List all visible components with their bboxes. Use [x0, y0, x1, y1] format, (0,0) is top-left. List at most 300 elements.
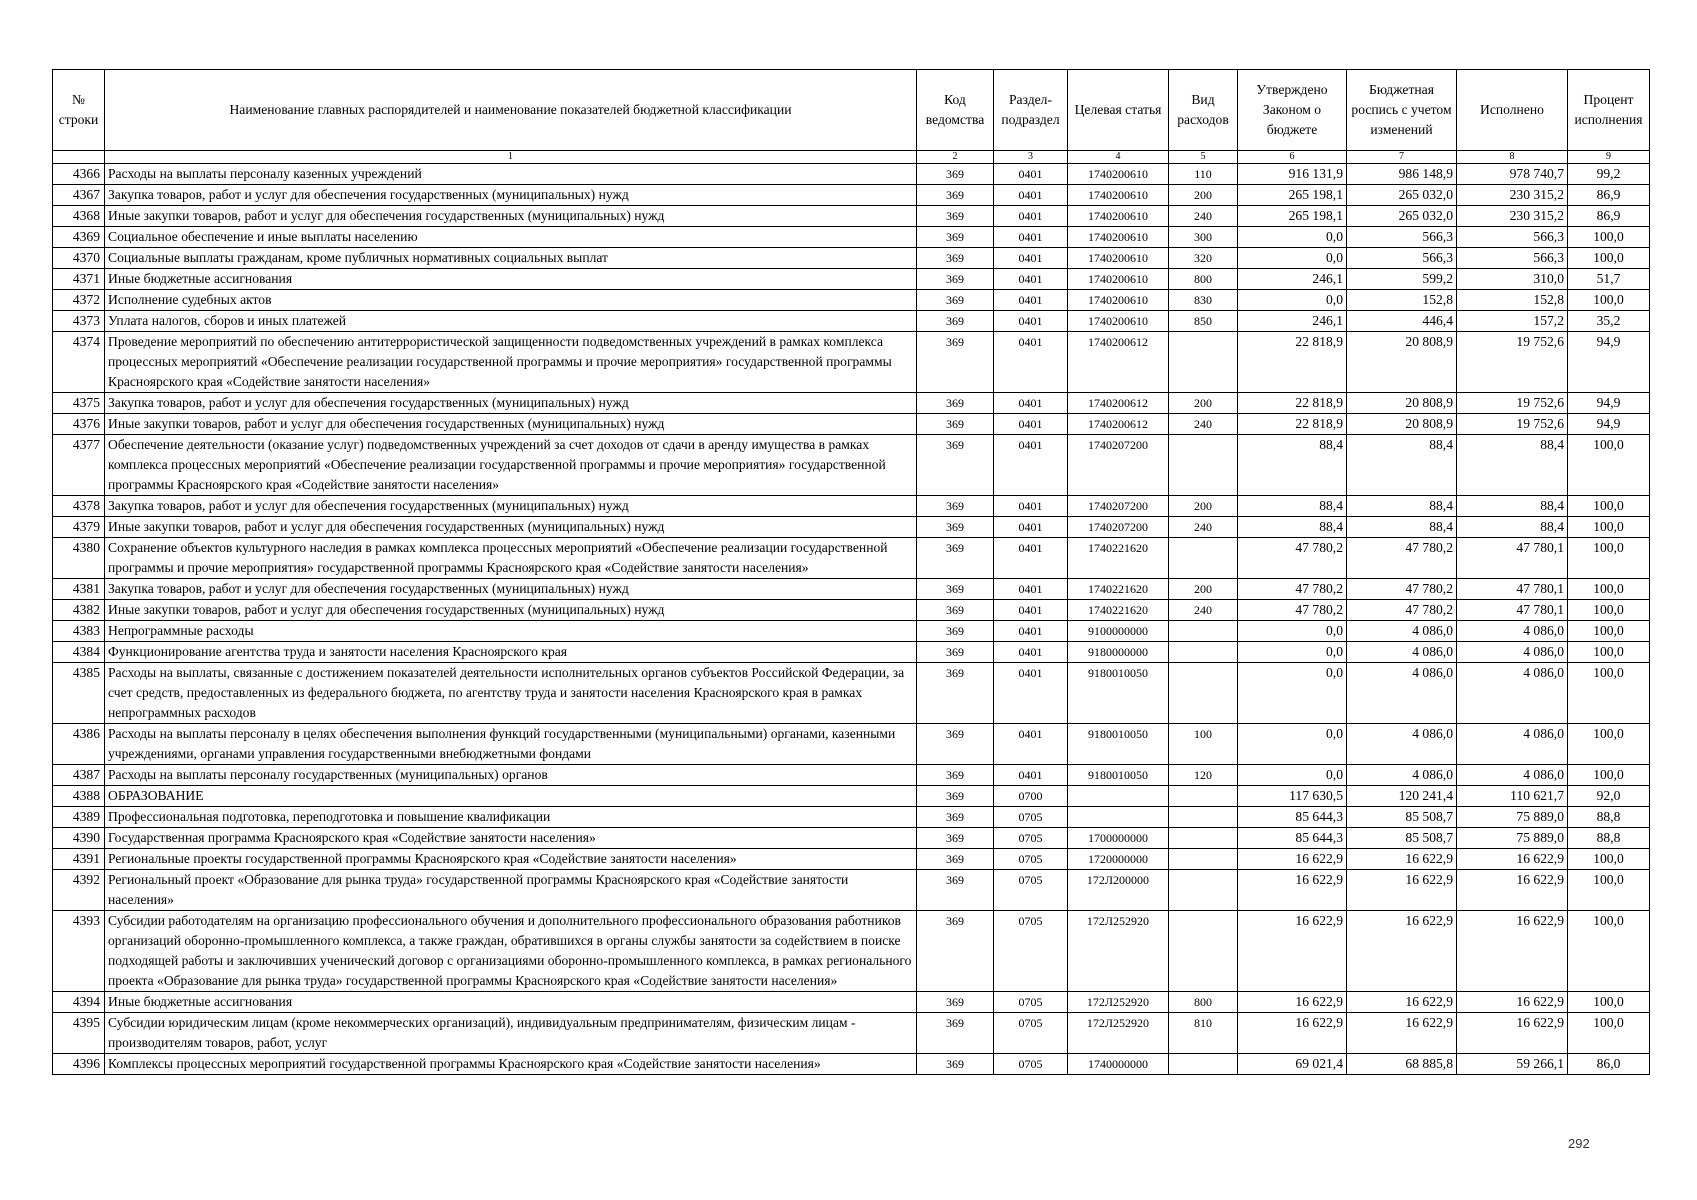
- cell-executed: 16 622,9: [1457, 1013, 1568, 1054]
- cell-item-name: Уплата налогов, сборов и иных платежей: [105, 311, 917, 332]
- cell-executed: 4 086,0: [1457, 765, 1568, 786]
- cell-department-code: 369: [917, 724, 994, 765]
- cell-target-article: 1740221620: [1068, 579, 1169, 600]
- cell-expense-type: 200: [1169, 185, 1238, 206]
- cell-section-code: 0401: [994, 227, 1068, 248]
- cell-row-number: 4392: [53, 870, 105, 911]
- cell-department-code: 369: [917, 870, 994, 911]
- cell-expense-type: 850: [1169, 311, 1238, 332]
- cell-approved-by-law: 916 131,9: [1238, 164, 1347, 185]
- cell-executed: 19 752,6: [1457, 393, 1568, 414]
- cell-item-name: Закупка товаров, работ и услуг для обеспечения государственных (муниципальных) нужд: [105, 579, 917, 600]
- cell-target-article: 1740200612: [1068, 414, 1169, 435]
- cell-department-code: 369: [917, 332, 994, 393]
- cell-executed: 566,3: [1457, 248, 1568, 269]
- cell-section-code: 0401: [994, 414, 1068, 435]
- cell-execution-percent: 100,0: [1568, 290, 1650, 311]
- cell-section-code: 0700: [994, 786, 1068, 807]
- cell-item-name: Иные бюджетные ассигнования: [105, 992, 917, 1013]
- cell-target-article: 172Л252920: [1068, 992, 1169, 1013]
- cell-approved-by-law: 22 818,9: [1238, 414, 1347, 435]
- cell-section-code: 0705: [994, 807, 1068, 828]
- cell-row-number: 4378: [53, 496, 105, 517]
- cell-approved-by-law: 0,0: [1238, 663, 1347, 724]
- table-row: [53, 538, 1650, 579]
- cell-expense-type: [1169, 332, 1238, 393]
- cell-department-code: 369: [917, 435, 994, 496]
- column-number-section-code: 3: [994, 151, 1068, 164]
- cell-target-article: 1700000000: [1068, 828, 1169, 849]
- column-number-expense-type: 5: [1169, 151, 1238, 164]
- cell-row-number: 4380: [53, 538, 105, 579]
- cell-row-number: 4393: [53, 911, 105, 992]
- cell-expense-type: [1169, 538, 1238, 579]
- cell-approved-by-law: 47 780,2: [1238, 538, 1347, 579]
- cell-executed: 310,0: [1457, 269, 1568, 290]
- cell-budget-schedule: 47 780,2: [1347, 600, 1457, 621]
- cell-budget-schedule: 88,4: [1347, 496, 1457, 517]
- cell-executed: 4 086,0: [1457, 621, 1568, 642]
- cell-section-code: 0705: [994, 1013, 1068, 1054]
- cell-execution-percent: 100,0: [1568, 1013, 1650, 1054]
- cell-budget-schedule: 20 808,9: [1347, 393, 1457, 414]
- cell-executed: 75 889,0: [1457, 828, 1568, 849]
- cell-approved-by-law: 16 622,9: [1238, 1013, 1347, 1054]
- cell-section-code: 0401: [994, 724, 1068, 765]
- cell-approved-by-law: 85 644,3: [1238, 828, 1347, 849]
- column-number-item-name: 1: [105, 151, 917, 164]
- cell-item-name: Закупка товаров, работ и услуг для обеспечения государственных (муниципальных) нужд: [105, 185, 917, 206]
- cell-execution-percent: 86,9: [1568, 185, 1650, 206]
- cell-row-number: 4366: [53, 164, 105, 185]
- cell-department-code: 369: [917, 600, 994, 621]
- cell-department-code: 369: [917, 621, 994, 642]
- cell-target-article: 9180010050: [1068, 765, 1169, 786]
- cell-row-number: 4388: [53, 786, 105, 807]
- cell-execution-percent: 100,0: [1568, 227, 1650, 248]
- cell-target-article: 1740221620: [1068, 600, 1169, 621]
- cell-budget-schedule: 88,4: [1347, 517, 1457, 538]
- header-budget-schedule: Бюджетная роспись с учетом изменений: [1347, 70, 1457, 151]
- cell-expense-type: 830: [1169, 290, 1238, 311]
- cell-approved-by-law: 88,4: [1238, 496, 1347, 517]
- cell-executed: 16 622,9: [1457, 870, 1568, 911]
- cell-executed: 16 622,9: [1457, 849, 1568, 870]
- cell-item-name: Сохранение объектов культурного наследия в рамках комплекса процессных мероприятий «Обеспечение реализации государственной программы и прочие мероприятия» государственной программы Красноярского края «Содействие занятости населения»: [105, 538, 917, 579]
- cell-execution-percent: 100,0: [1568, 642, 1650, 663]
- header-expense-type: Вид расходов: [1169, 70, 1238, 151]
- cell-department-code: 369: [917, 992, 994, 1013]
- table-row: [53, 290, 1650, 311]
- cell-department-code: 369: [917, 269, 994, 290]
- cell-execution-percent: 100,0: [1568, 538, 1650, 579]
- cell-target-article: 1720000000: [1068, 849, 1169, 870]
- cell-row-number: 4377: [53, 435, 105, 496]
- cell-execution-percent: 100,0: [1568, 911, 1650, 992]
- cell-item-name: Субсидии юридическим лицам (кроме некоммерческих организаций), индивидуальным предпринимателям, физическим лицам - производителям товаров, работ, услуг: [105, 1013, 917, 1054]
- cell-target-article: 1740207200: [1068, 496, 1169, 517]
- cell-department-code: 369: [917, 663, 994, 724]
- cell-department-code: 369: [917, 1013, 994, 1054]
- cell-item-name: Социальное обеспечение и иные выплаты населению: [105, 227, 917, 248]
- table-row: [53, 621, 1650, 642]
- cell-expense-type: 110: [1169, 164, 1238, 185]
- cell-execution-percent: 94,9: [1568, 414, 1650, 435]
- cell-section-code: 0401: [994, 517, 1068, 538]
- cell-row-number: 4386: [53, 724, 105, 765]
- cell-budget-schedule: 16 622,9: [1347, 992, 1457, 1013]
- cell-executed: 16 622,9: [1457, 992, 1568, 1013]
- table-row: [53, 663, 1650, 724]
- cell-approved-by-law: 16 622,9: [1238, 849, 1347, 870]
- header-row-number: № строки: [53, 70, 105, 151]
- cell-execution-percent: 100,0: [1568, 579, 1650, 600]
- table-body: [53, 164, 1650, 1075]
- cell-approved-by-law: 85 644,3: [1238, 807, 1347, 828]
- cell-row-number: 4387: [53, 765, 105, 786]
- cell-budget-schedule: 4 086,0: [1347, 663, 1457, 724]
- cell-budget-schedule: 152,8: [1347, 290, 1457, 311]
- cell-target-article: 1740200610: [1068, 227, 1169, 248]
- cell-department-code: 369: [917, 206, 994, 227]
- cell-row-number: 4379: [53, 517, 105, 538]
- page-number: 292: [1568, 1136, 1590, 1151]
- cell-section-code: 0401: [994, 311, 1068, 332]
- cell-row-number: 4369: [53, 227, 105, 248]
- cell-section-code: 0401: [994, 393, 1068, 414]
- cell-target-article: 9180010050: [1068, 663, 1169, 724]
- cell-row-number: 4376: [53, 414, 105, 435]
- cell-budget-schedule: 16 622,9: [1347, 870, 1457, 911]
- cell-expense-type: [1169, 807, 1238, 828]
- cell-item-name: Региональные проекты государственной программы Красноярского края «Содействие занятости населения»: [105, 849, 917, 870]
- cell-row-number: 4391: [53, 849, 105, 870]
- cell-target-article: 1740207200: [1068, 435, 1169, 496]
- table-row: [53, 311, 1650, 332]
- cell-row-number: 4384: [53, 642, 105, 663]
- table-row: [53, 765, 1650, 786]
- cell-budget-schedule: 566,3: [1347, 248, 1457, 269]
- cell-execution-percent: 99,2: [1568, 164, 1650, 185]
- cell-execution-percent: 100,0: [1568, 992, 1650, 1013]
- header-approved-by-law: Утверждено Законом о бюджете: [1238, 70, 1347, 151]
- cell-target-article: 1740200610: [1068, 248, 1169, 269]
- cell-item-name: ОБРАЗОВАНИЕ: [105, 786, 917, 807]
- cell-target-article: 1740200610: [1068, 269, 1169, 290]
- cell-item-name: Исполнение судебных актов: [105, 290, 917, 311]
- cell-department-code: 369: [917, 849, 994, 870]
- cell-budget-schedule: 4 086,0: [1347, 765, 1457, 786]
- cell-section-code: 0401: [994, 600, 1068, 621]
- cell-executed: 230 315,2: [1457, 206, 1568, 227]
- cell-department-code: 369: [917, 642, 994, 663]
- cell-department-code: 369: [917, 414, 994, 435]
- cell-approved-by-law: 117 630,5: [1238, 786, 1347, 807]
- table-row: [53, 600, 1650, 621]
- cell-expense-type: [1169, 621, 1238, 642]
- cell-item-name: Иные закупки товаров, работ и услуг для обеспечения государственных (муниципальных) нужд: [105, 600, 917, 621]
- header-target-article: Целевая статья: [1068, 70, 1169, 151]
- cell-target-article: [1068, 786, 1169, 807]
- cell-row-number: 4368: [53, 206, 105, 227]
- budget-execution-table: [52, 69, 1650, 1075]
- cell-section-code: 0705: [994, 870, 1068, 911]
- cell-approved-by-law: 47 780,2: [1238, 579, 1347, 600]
- cell-budget-schedule: 20 808,9: [1347, 414, 1457, 435]
- cell-approved-by-law: 16 622,9: [1238, 870, 1347, 911]
- table-row: [53, 911, 1650, 992]
- cell-budget-schedule: 16 622,9: [1347, 911, 1457, 992]
- cell-section-code: 0401: [994, 765, 1068, 786]
- cell-budget-schedule: 986 148,9: [1347, 164, 1457, 185]
- cell-expense-type: [1169, 1054, 1238, 1075]
- cell-executed: 152,8: [1457, 290, 1568, 311]
- cell-target-article: 1740200610: [1068, 311, 1169, 332]
- cell-execution-percent: 51,7: [1568, 269, 1650, 290]
- cell-item-name: Закупка товаров, работ и услуг для обеспечения государственных (муниципальных) нужд: [105, 393, 917, 414]
- cell-item-name: Расходы на выплаты персоналу в целях обеспечения выполнения функций государственными (муниципальными) органами, казенными учреждениями, органами управления государственными внебюджетными фондами: [105, 724, 917, 765]
- cell-item-name: Региональный проект «Образование для рынка труда» государственной программы Красноярского края «Содействие занятости населения»: [105, 870, 917, 911]
- cell-executed: 19 752,6: [1457, 414, 1568, 435]
- cell-execution-percent: 94,9: [1568, 332, 1650, 393]
- cell-target-article: 1740200612: [1068, 393, 1169, 414]
- cell-executed: 4 086,0: [1457, 724, 1568, 765]
- cell-expense-type: [1169, 911, 1238, 992]
- table-row: [53, 724, 1650, 765]
- cell-budget-schedule: 16 622,9: [1347, 849, 1457, 870]
- cell-item-name: Закупка товаров, работ и услуг для обеспечения государственных (муниципальных) нужд: [105, 496, 917, 517]
- cell-department-code: 369: [917, 164, 994, 185]
- cell-expense-type: 800: [1169, 269, 1238, 290]
- cell-expense-type: 810: [1169, 1013, 1238, 1054]
- cell-expense-type: 200: [1169, 393, 1238, 414]
- table-row: [53, 164, 1650, 185]
- cell-execution-percent: 100,0: [1568, 600, 1650, 621]
- table-row: [53, 332, 1650, 393]
- cell-executed: 19 752,6: [1457, 332, 1568, 393]
- cell-row-number: 4382: [53, 600, 105, 621]
- cell-execution-percent: 88,8: [1568, 807, 1650, 828]
- cell-target-article: 172Л200000: [1068, 870, 1169, 911]
- cell-execution-percent: 100,0: [1568, 517, 1650, 538]
- cell-executed: 88,4: [1457, 435, 1568, 496]
- cell-budget-schedule: 47 780,2: [1347, 538, 1457, 579]
- cell-section-code: 0401: [994, 621, 1068, 642]
- cell-budget-schedule: 120 241,4: [1347, 786, 1457, 807]
- cell-section-code: 0401: [994, 663, 1068, 724]
- column-number-executed: 8: [1457, 151, 1568, 164]
- cell-target-article: 1740200610: [1068, 185, 1169, 206]
- cell-department-code: 369: [917, 227, 994, 248]
- cell-expense-type: 240: [1169, 206, 1238, 227]
- cell-item-name: Иные закупки товаров, работ и услуг для обеспечения государственных (муниципальных) нужд: [105, 206, 917, 227]
- table-row: [53, 786, 1650, 807]
- cell-target-article: 1740221620: [1068, 538, 1169, 579]
- header-execution-percent: Процент исполнения: [1568, 70, 1650, 151]
- table-row: [53, 185, 1650, 206]
- cell-item-name: Обеспечение деятельности (оказание услуг) подведомственных учреждений за счет доходов от сдачи в аренду имущества в рамках комплекса процессных мероприятий «Обеспечение реализации государственной программы и прочие мероприятия» государственной программы Красноярского края «Содействие занятости населения»: [105, 435, 917, 496]
- header-row: [53, 70, 1650, 151]
- table-row: [53, 849, 1650, 870]
- table-row: [53, 517, 1650, 538]
- header-item-name: Наименование главных распорядителей и наименование показателей бюджетной классификации: [105, 70, 917, 151]
- cell-budget-schedule: 265 032,0: [1347, 206, 1457, 227]
- cell-executed: 157,2: [1457, 311, 1568, 332]
- cell-expense-type: 100: [1169, 724, 1238, 765]
- column-number-target-article: 4: [1068, 151, 1169, 164]
- cell-section-code: 0401: [994, 579, 1068, 600]
- table-row: [53, 870, 1650, 911]
- cell-expense-type: 300: [1169, 227, 1238, 248]
- table-row: [53, 807, 1650, 828]
- cell-budget-schedule: 4 086,0: [1347, 642, 1457, 663]
- cell-target-article: 1740200610: [1068, 206, 1169, 227]
- cell-item-name: Иные закупки товаров, работ и услуг для обеспечения государственных (муниципальных) нужд: [105, 414, 917, 435]
- cell-approved-by-law: 265 198,1: [1238, 185, 1347, 206]
- cell-department-code: 369: [917, 185, 994, 206]
- cell-expense-type: 800: [1169, 992, 1238, 1013]
- cell-execution-percent: 100,0: [1568, 621, 1650, 642]
- cell-execution-percent: 88,8: [1568, 828, 1650, 849]
- cell-budget-schedule: 599,2: [1347, 269, 1457, 290]
- cell-row-number: 4374: [53, 332, 105, 393]
- cell-target-article: 9100000000: [1068, 621, 1169, 642]
- cell-department-code: 369: [917, 496, 994, 517]
- cell-department-code: 369: [917, 579, 994, 600]
- cell-row-number: 4385: [53, 663, 105, 724]
- cell-item-name: Государственная программа Красноярского края «Содействие занятости населения»: [105, 828, 917, 849]
- cell-department-code: 369: [917, 828, 994, 849]
- cell-execution-percent: 94,9: [1568, 393, 1650, 414]
- cell-section-code: 0401: [994, 332, 1068, 393]
- cell-item-name: Непрограммные расходы: [105, 621, 917, 642]
- cell-executed: 230 315,2: [1457, 185, 1568, 206]
- cell-execution-percent: 100,0: [1568, 870, 1650, 911]
- cell-approved-by-law: 0,0: [1238, 642, 1347, 663]
- cell-budget-schedule: 4 086,0: [1347, 621, 1457, 642]
- cell-execution-percent: 100,0: [1568, 435, 1650, 496]
- cell-execution-percent: 100,0: [1568, 663, 1650, 724]
- cell-budget-schedule: 88,4: [1347, 435, 1457, 496]
- cell-department-code: 369: [917, 393, 994, 414]
- cell-approved-by-law: 47 780,2: [1238, 600, 1347, 621]
- cell-approved-by-law: 0,0: [1238, 724, 1347, 765]
- table-row: [53, 642, 1650, 663]
- table-row: [53, 496, 1650, 517]
- cell-department-code: 369: [917, 311, 994, 332]
- cell-executed: 59 266,1: [1457, 1054, 1568, 1075]
- cell-approved-by-law: 69 021,4: [1238, 1054, 1347, 1075]
- cell-budget-schedule: 16 622,9: [1347, 1013, 1457, 1054]
- cell-target-article: 1740200610: [1068, 290, 1169, 311]
- header-executed: Исполнено: [1457, 70, 1568, 151]
- cell-expense-type: [1169, 435, 1238, 496]
- table-row: [53, 579, 1650, 600]
- table-row: [53, 269, 1650, 290]
- column-number-row-number: [53, 151, 105, 164]
- cell-executed: 4 086,0: [1457, 663, 1568, 724]
- cell-target-article: 9180000000: [1068, 642, 1169, 663]
- cell-approved-by-law: 16 622,9: [1238, 911, 1347, 992]
- cell-section-code: 0401: [994, 435, 1068, 496]
- cell-executed: 88,4: [1457, 517, 1568, 538]
- cell-section-code: 0401: [994, 248, 1068, 269]
- table-row: [53, 992, 1650, 1013]
- cell-row-number: 4396: [53, 1054, 105, 1075]
- table-row: [53, 828, 1650, 849]
- cell-executed: 566,3: [1457, 227, 1568, 248]
- column-number-approved-by-law: 6: [1238, 151, 1347, 164]
- cell-executed: 47 780,1: [1457, 579, 1568, 600]
- cell-item-name: Проведение мероприятий по обеспечению антитеррористической защищенности подведомственных учреждений в рамках комплекса процессных мероприятий «Обеспечение реализации государственной программы и прочие мероприятия» государственной программы Красноярского края «Содействие занятости населения»: [105, 332, 917, 393]
- cell-item-name: Функционирование агентства труда и занятости населения Красноярского края: [105, 642, 917, 663]
- cell-row-number: 4367: [53, 185, 105, 206]
- cell-execution-percent: 100,0: [1568, 724, 1650, 765]
- cell-target-article: 1740000000: [1068, 1054, 1169, 1075]
- cell-row-number: 4390: [53, 828, 105, 849]
- cell-approved-by-law: 16 622,9: [1238, 992, 1347, 1013]
- cell-row-number: 4371: [53, 269, 105, 290]
- table-row: [53, 393, 1650, 414]
- cell-department-code: 369: [917, 1054, 994, 1075]
- cell-approved-by-law: 0,0: [1238, 621, 1347, 642]
- cell-expense-type: 200: [1169, 496, 1238, 517]
- cell-target-article: [1068, 807, 1169, 828]
- cell-target-article: 1740200612: [1068, 332, 1169, 393]
- cell-row-number: 4389: [53, 807, 105, 828]
- cell-target-article: 172Л252920: [1068, 911, 1169, 992]
- cell-row-number: 4370: [53, 248, 105, 269]
- column-number-budget-schedule: 7: [1347, 151, 1457, 164]
- cell-expense-type: 240: [1169, 414, 1238, 435]
- cell-row-number: 4394: [53, 992, 105, 1013]
- cell-expense-type: [1169, 663, 1238, 724]
- cell-row-number: 4383: [53, 621, 105, 642]
- cell-expense-type: 240: [1169, 600, 1238, 621]
- cell-expense-type: [1169, 828, 1238, 849]
- cell-budget-schedule: 68 885,8: [1347, 1054, 1457, 1075]
- cell-budget-schedule: 4 086,0: [1347, 724, 1457, 765]
- cell-executed: 978 740,7: [1457, 164, 1568, 185]
- header-section-code: Раздел-подраздел: [994, 70, 1068, 151]
- cell-item-name: Социальные выплаты гражданам, кроме публичных нормативных социальных выплат: [105, 248, 917, 269]
- cell-approved-by-law: 88,4: [1238, 517, 1347, 538]
- cell-item-name: Профессиональная подготовка, переподготовка и повышение квалификации: [105, 807, 917, 828]
- table-row: [53, 248, 1650, 269]
- cell-section-code: 0401: [994, 642, 1068, 663]
- cell-expense-type: 200: [1169, 579, 1238, 600]
- cell-section-code: 0705: [994, 992, 1068, 1013]
- cell-expense-type: 240: [1169, 517, 1238, 538]
- table-row: [53, 1013, 1650, 1054]
- cell-item-name: Иные закупки товаров, работ и услуг для обеспечения государственных (муниципальных) нужд: [105, 517, 917, 538]
- table-row: [53, 206, 1650, 227]
- cell-executed: 47 780,1: [1457, 600, 1568, 621]
- cell-budget-schedule: 85 508,7: [1347, 807, 1457, 828]
- cell-department-code: 369: [917, 248, 994, 269]
- cell-approved-by-law: 88,4: [1238, 435, 1347, 496]
- cell-execution-percent: 100,0: [1568, 849, 1650, 870]
- cell-budget-schedule: 85 508,7: [1347, 828, 1457, 849]
- cell-expense-type: 120: [1169, 765, 1238, 786]
- table-row: [53, 414, 1650, 435]
- cell-row-number: 4395: [53, 1013, 105, 1054]
- cell-section-code: 0401: [994, 496, 1068, 517]
- cell-item-name: Расходы на выплаты персоналу государственных (муниципальных) органов: [105, 765, 917, 786]
- cell-executed: 75 889,0: [1457, 807, 1568, 828]
- cell-item-name: Расходы на выплаты персоналу казенных учреждений: [105, 164, 917, 185]
- cell-executed: 88,4: [1457, 496, 1568, 517]
